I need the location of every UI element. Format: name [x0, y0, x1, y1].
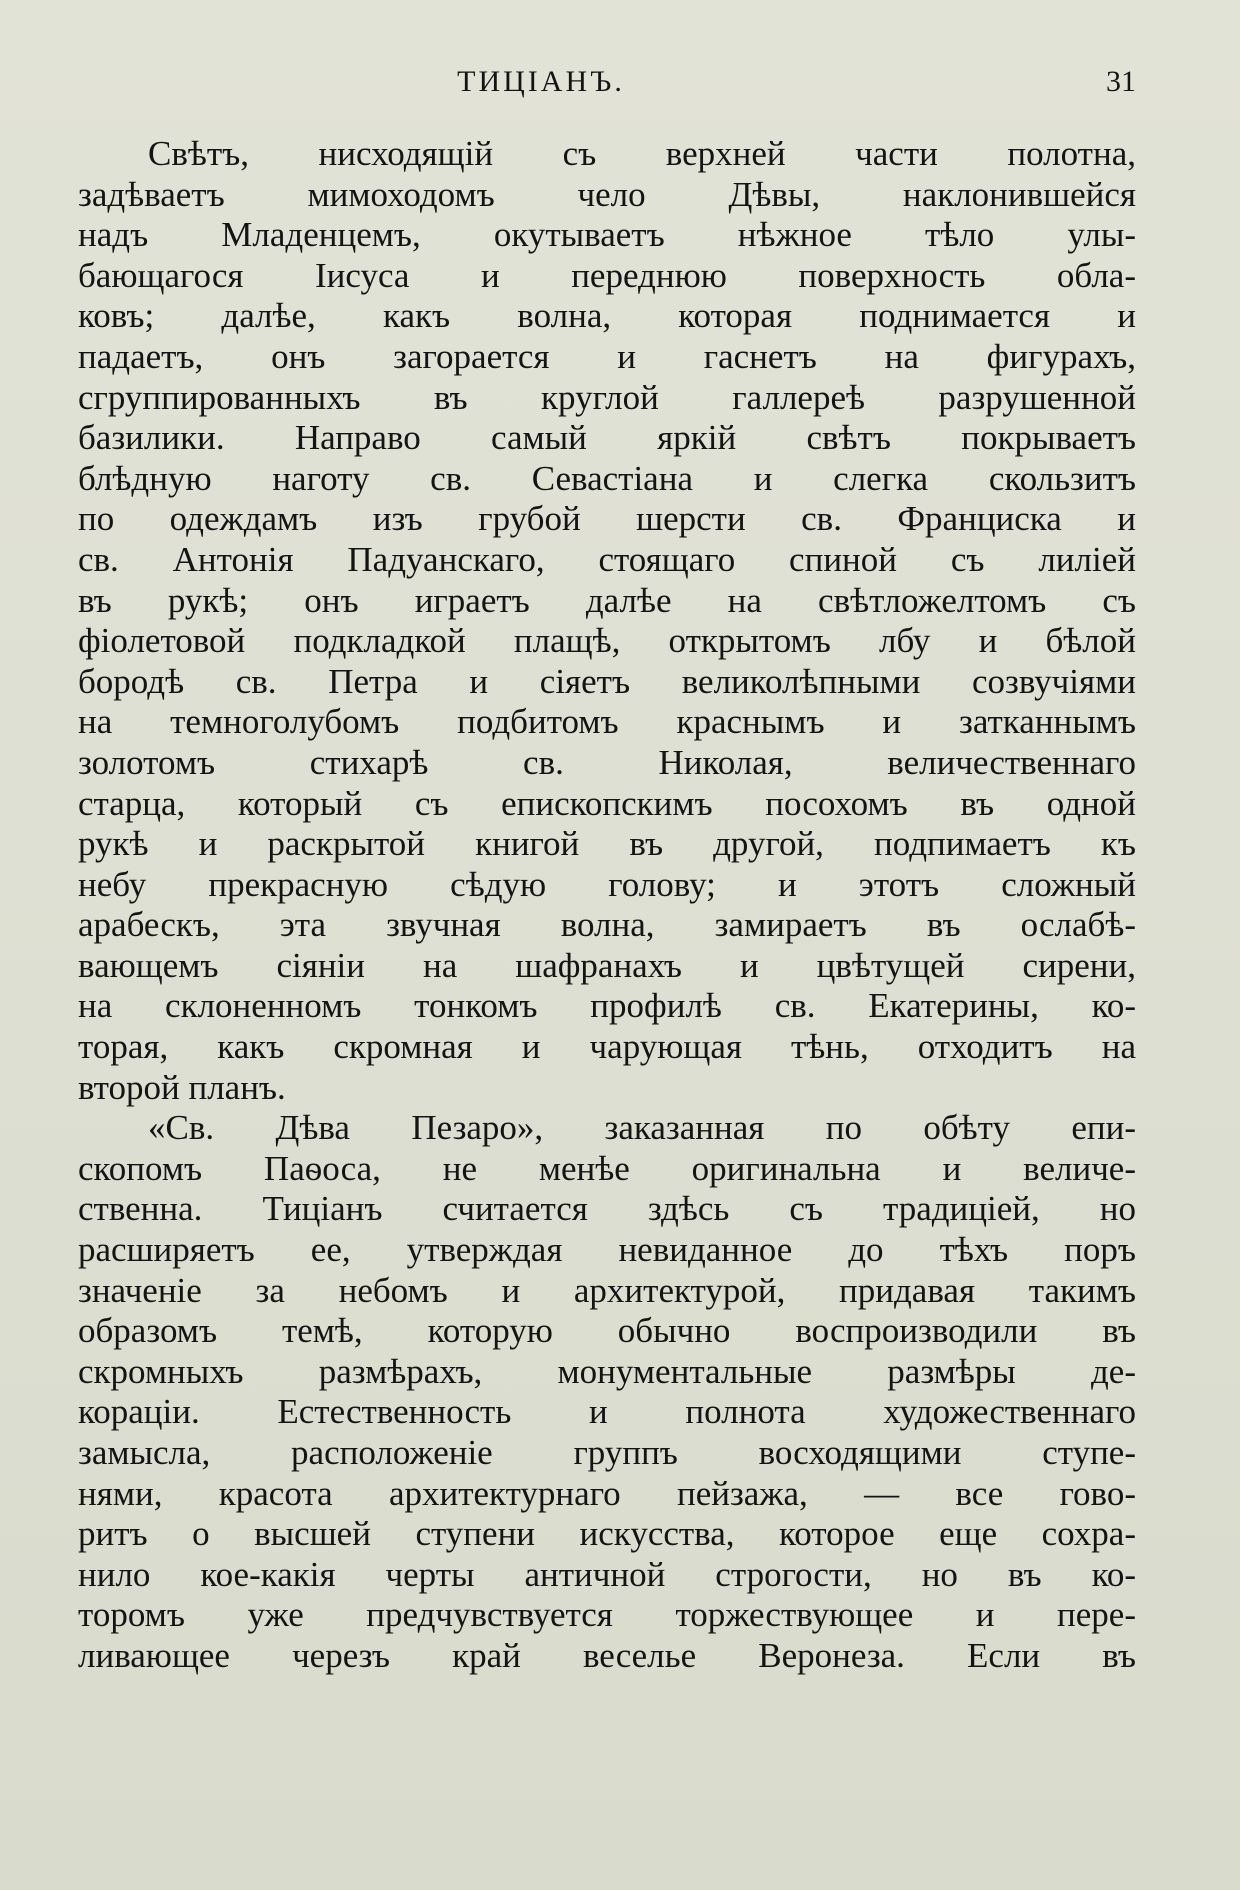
text-line: на темноголубомъ подбитомъ краснымъ и затканнымъ — [78, 702, 1136, 742]
text-line: задѣваетъ мимоходомъ чело Дѣвы, наклонившейся — [78, 174, 1136, 214]
text-line: Свѣтъ, нисходящій съ верхней части полотна, — [148, 134, 1136, 173]
text-line: торая, какъ скромная и чарующая тѣнь, отходитъ на — [78, 1027, 1136, 1067]
text-line: ритъ о высшей ступени искусства, которое еще сохра- — [78, 1514, 1136, 1554]
text-line: блѣдную наготу св. Севастіана и слегка скользитъ — [78, 458, 1136, 498]
text-line: фіолетовой подкладкой плащѣ, открытомъ лбу и бѣлой — [78, 621, 1136, 661]
text-line: нило кое-какія черты античной строгости, но въ ко- — [78, 1554, 1136, 1594]
text-line: сгруппированныхъ въ круглой галлереѣ разрушенной — [78, 377, 1136, 417]
running-head — [0, 62, 1240, 102]
text-line: нями, красота архитектурнаго пейзажа, — все гово- — [78, 1473, 1136, 1513]
running-title: ТИЦІАНЪ. — [457, 65, 625, 98]
text-line: базилики. Направо самый яркій свѣтъ покрываетъ — [78, 418, 1136, 458]
paragraph-1 — [78, 134, 1136, 1108]
text-line: вающемъ сіяніи на шафранахъ и цвѣтущей сирени, — [78, 945, 1136, 985]
text-line: ственна. Тиціанъ считается здѣсь съ традиціей, но — [78, 1189, 1136, 1229]
text-line: надъ Младенцемъ, окутываетъ нѣжное тѣло улы- — [78, 215, 1136, 255]
body-text — [78, 134, 1136, 1677]
text-line: рукѣ и раскрытой книгой въ другой, подпимаетъ къ — [78, 824, 1136, 864]
text-line: расширяетъ ее, утверждая невиданное до тѣхъ поръ — [78, 1230, 1136, 1270]
text-line: небу прекрасную сѣдую голову; и этотъ сложный — [78, 864, 1136, 904]
text-line: старца, который съ епископскимъ посохомъ въ одной — [78, 783, 1136, 823]
text-line: бородѣ св. Петра и сіяетъ великолѣпными созвучіями — [78, 661, 1136, 701]
text-line: по одеждамъ изъ грубой шерсти св. Франциска и — [78, 499, 1136, 539]
paragraph-2 — [78, 1108, 1136, 1676]
text-line: на склоненномъ тонкомъ профилѣ св. Екатерины, ко- — [78, 986, 1136, 1026]
text-line: бающагося Іисуса и переднюю поверхность обла- — [78, 255, 1136, 295]
text-line: значеніе за небомъ и архитектурой, придавая такимъ — [78, 1270, 1136, 1310]
text-line: «Св. Дѣва Пезаро», заказанная по обѣту епи- — [148, 1108, 1136, 1148]
text-line: скопомъ Паѳоса, не менѣе оригинальна и величе- — [78, 1148, 1136, 1188]
text-line: образомъ темѣ, которую обычно воспроизводили въ — [78, 1311, 1136, 1351]
page-number: 31 — [1106, 65, 1136, 98]
text-line: торомъ уже предчувствуется торжествующее и пере- — [78, 1595, 1136, 1635]
text-line: золотомъ стихарѣ св. Николая, величественнаго — [78, 742, 1136, 782]
text-line: замысла, расположеніе группъ восходящими ступе- — [78, 1433, 1136, 1472]
text-line: падаетъ, онъ загорается и гаснетъ на фигурахъ, — [78, 336, 1136, 376]
text-line: кораціи. Естественность и полнота художественнаго — [78, 1392, 1136, 1432]
text-line: св. Антонія Падуанскаго, стоящаго спиной съ лиліей — [78, 539, 1136, 579]
text-line: въ рукѣ; онъ играетъ далѣе на свѣтложелтомъ съ — [78, 580, 1136, 620]
text-line: скромныхъ размѣрахъ, монументальные размѣры де- — [78, 1351, 1136, 1391]
text-line: второй планъ. — [78, 1067, 286, 1107]
text-line: ковъ; далѣе, какъ волна, которая поднимается и — [78, 296, 1136, 336]
text-line: ливающее черезъ край веселье Веронеза. Если въ — [78, 1635, 1136, 1675]
text-line: арабескъ, эта звучная волна, замираетъ въ ослабѣ- — [78, 905, 1136, 945]
